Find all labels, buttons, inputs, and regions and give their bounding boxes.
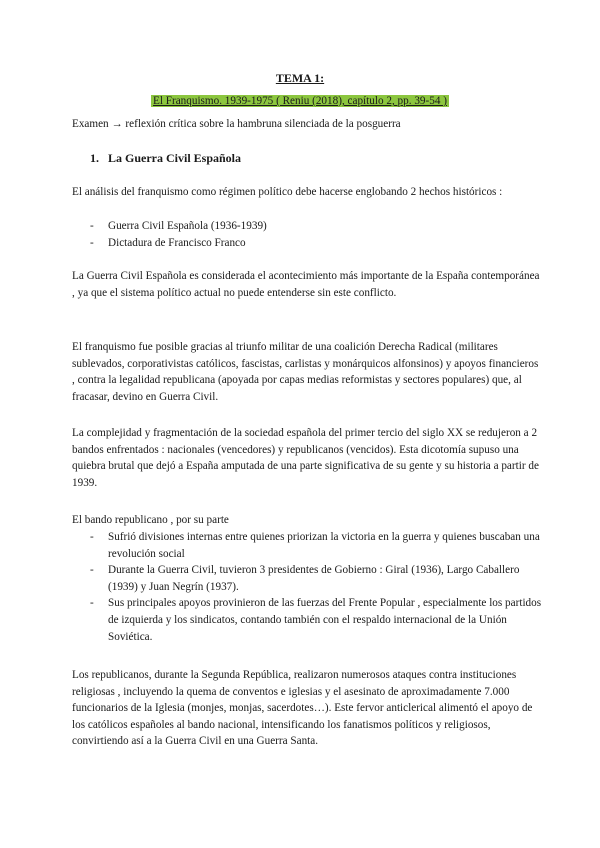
list-item: - Durante la Guerra Civil, tuvieron 3 presidentes de Gobierno : Giral (1936), Largo Caballero (1939) y Juan Negrín (1937). [90, 564, 520, 593]
republican-side-list [72, 529, 542, 645]
list-item: - Guerra Civil Española (1936-1939) [90, 220, 267, 232]
list-item: - Dictadura de Francisco Franco [90, 236, 246, 249]
list-item: - Sufrió divisiones internas entre quienes priorizan la victoria en la guerra y quienes buscaban una revolución social [90, 531, 540, 560]
paragraph-complexity: La complejidad y fragmentación de la sociedad española del primer tercio del siglo XX se redujeron a 2 bandos enfrentados : nacionales (vencedores) y republicanos (vencidos). Esta dicotomía supuso una quiebra brutal que dejó a España amputada de una parte significativa de su gente y su historia a partir de 1939. [72, 427, 539, 489]
section-title: La Guerra Civil Española [108, 151, 242, 165]
paragraph-anticlerical: Los republicanos, durante la Segunda República, realizaron numerosos ataques contra instituciones religiosas , incluyendo la quema de conventos e iglesias y el asesinato de aproximadamente 7.000 funcionarios de la Iglesia (monjes, monjas, sacerdotes…). Este fervor anticlerical alimentó el apoyo de los católicos españoles al bando nacional, intensificando los fanatismos políticos y religiosos, convirtiendo así a la Guerra Civil en una Guerra Santa. [72, 669, 533, 748]
section-number: 1. [90, 151, 99, 165]
historical-events-list [72, 218, 542, 251]
document-title: TEMA 1: [275, 71, 325, 85]
paragraph-republican-side: El bando republicano , por su parte [72, 514, 229, 526]
paragraph-importance: La Guerra Civil Española es considerada el acontecimiento más importante de la España contemporánea , ya que el sistema político actual no puede entenderse sin este conflicto. [72, 270, 540, 299]
exam-note: Examen → reflexión crítica sobre la hambruna silenciada de la posguerra [72, 118, 401, 130]
section-heading [90, 150, 241, 167]
paragraph-coalition: El franquismo fue posible gracias al triunfo militar de una coalición Derecha Radical (militares sublevados, corporativistas católicos, fascistas, carlistas y monárquicos alfonsinos) y apoyos financieros , contra la legalidad republicana (apoyada por capas medias reformistas y sectores populares) que, al fracasar, devino en Guerra Civil. [72, 341, 539, 403]
list-item: - Sus principales apoyos provinieron de las fuerzas del Frente Popular , especialmente los partidos de izquierda y los sindicatos, contando también con el respaldo internacional de la Unión Soviética. [90, 597, 542, 643]
highlighted-subtitle: El Franquismo. 1939-1975 ( Reniu (2018), capítulo 2, pp. 39-54 ) [153, 95, 447, 107]
subtitle-line [0, 93, 600, 110]
paragraph-intro: El análisis del franquismo como régimen político debe hacerse englobando 2 hechos históricos : [72, 186, 503, 198]
